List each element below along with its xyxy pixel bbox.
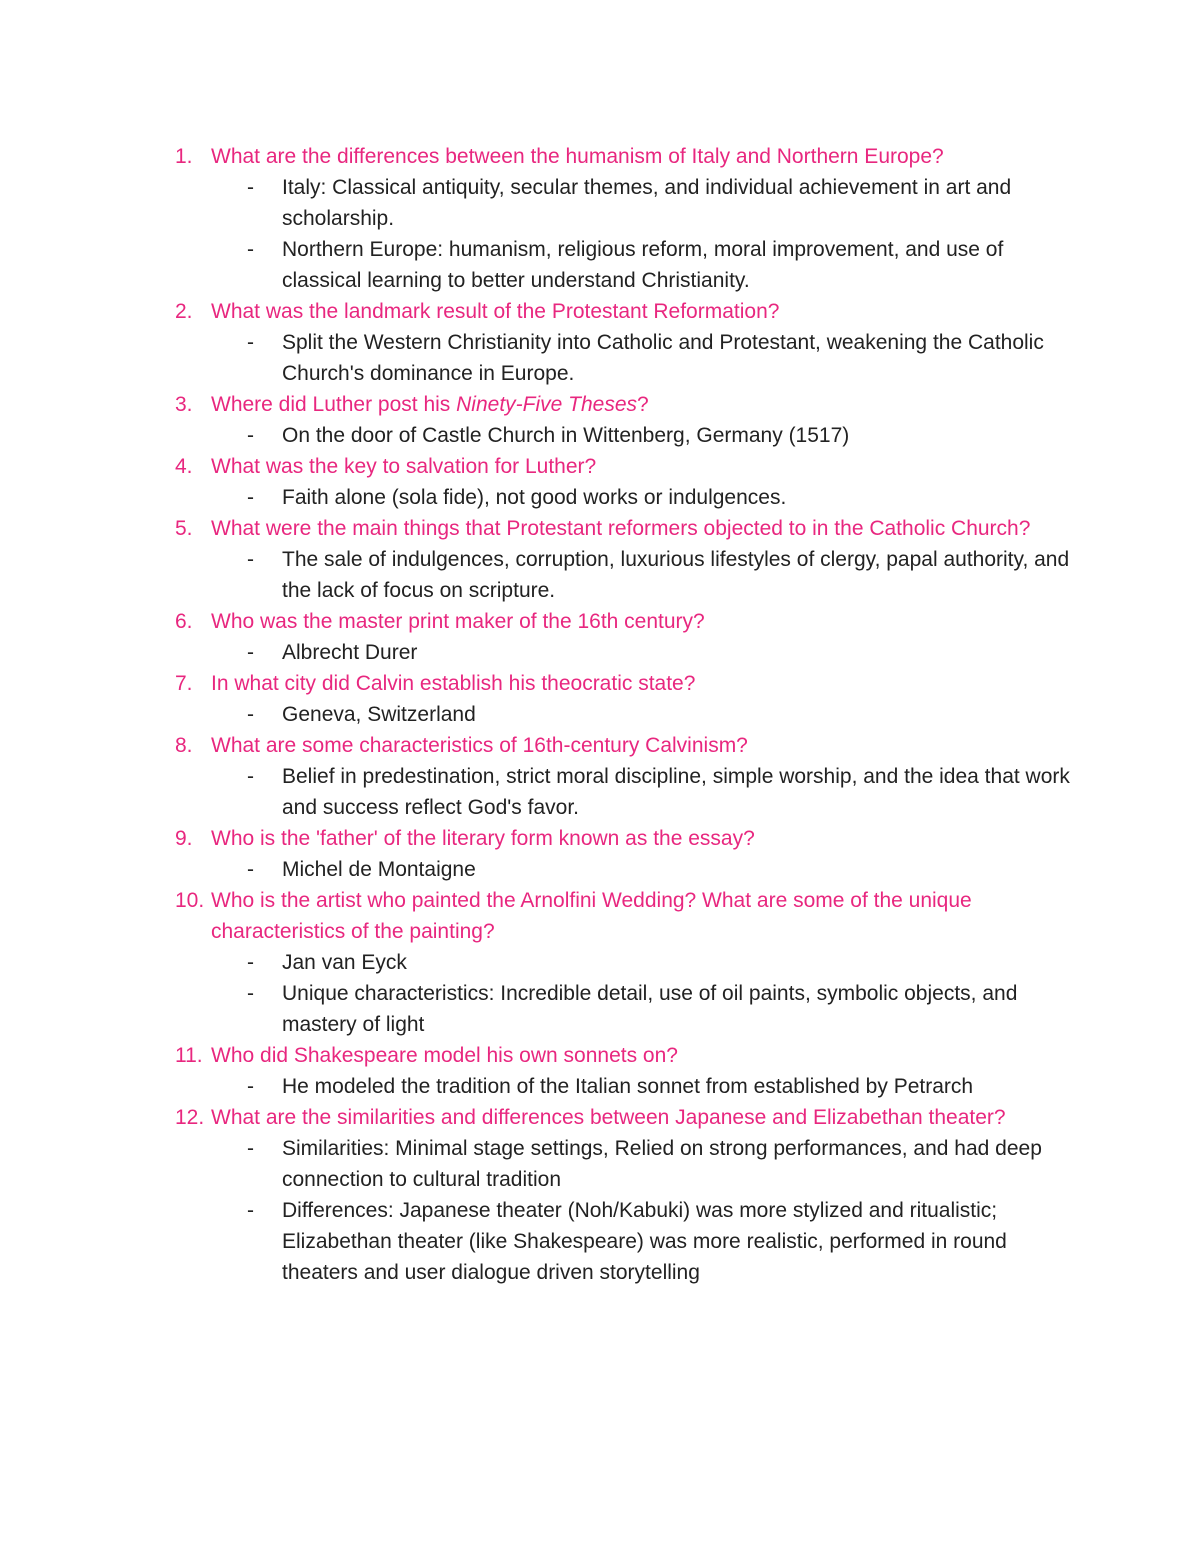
question-body: Who was the master print maker of the 16th century? xyxy=(211,610,705,633)
answer-item xyxy=(175,1071,1075,1102)
answer-list xyxy=(175,544,1075,606)
answer-list xyxy=(175,699,1075,730)
question-text xyxy=(175,141,1075,172)
qa-item xyxy=(175,451,1075,513)
qa-item xyxy=(175,141,1075,296)
question-number: 9. xyxy=(175,827,193,850)
answer-item xyxy=(175,854,1075,885)
qa-item xyxy=(175,885,1075,1040)
dash-bullet-icon: - xyxy=(247,486,254,509)
dash-bullet-icon: - xyxy=(247,703,254,726)
answer-text: Differences: Japanese theater (Noh/Kabuki) was more stylized and ritualistic; Elizabethan theater (like Shakespeare) was more realistic, performed in round theaters and user dialogue driven storytelling xyxy=(282,1199,1007,1284)
answer-list xyxy=(175,947,1075,1040)
dash-bullet-icon: - xyxy=(247,982,254,1005)
answer-item xyxy=(175,1195,1075,1288)
dash-bullet-icon: - xyxy=(247,858,254,881)
answer-text: Similarities: Minimal stage settings, Relied on strong performances, and had deep connection to cultural tradition xyxy=(282,1137,1042,1191)
question-number: 12. xyxy=(175,1106,205,1129)
answer-text: Geneva, Switzerland xyxy=(282,703,476,726)
answer-list xyxy=(175,482,1075,513)
dash-bullet-icon: - xyxy=(247,1199,254,1222)
qa-item xyxy=(175,513,1075,606)
answer-list xyxy=(175,327,1075,389)
question-number: 10. xyxy=(175,889,205,912)
dash-bullet-icon: - xyxy=(247,641,254,664)
answer-item xyxy=(175,234,1075,296)
answer-text: Unique characteristics: Incredible detail, use of oil paints, symbolic objects, and mastery of light xyxy=(282,982,1018,1036)
answer-item xyxy=(175,172,1075,234)
answer-text: Belief in predestination, strict moral discipline, simple worship, and the idea that work and success reflect God's favor. xyxy=(282,765,1070,819)
question-number: 1. xyxy=(175,145,193,168)
answer-item xyxy=(175,1133,1075,1195)
answer-text: The sale of indulgences, corruption, luxurious lifestyles of clergy, papal authority, and the lack of focus on scripture. xyxy=(282,548,1070,602)
question-text xyxy=(175,451,1075,482)
answer-list xyxy=(175,1133,1075,1288)
dash-bullet-icon: - xyxy=(247,424,254,447)
answer-list xyxy=(175,637,1075,668)
answer-item xyxy=(175,761,1075,823)
answer-text: Michel de Montaigne xyxy=(282,858,476,881)
question-number: 7. xyxy=(175,672,193,695)
qa-item xyxy=(175,606,1075,668)
question-number: 8. xyxy=(175,734,193,757)
answer-list xyxy=(175,420,1075,451)
question-text xyxy=(175,1040,1075,1071)
question-body: In what city did Calvin establish his theocratic state? xyxy=(211,672,696,695)
dash-bullet-icon: - xyxy=(247,176,254,199)
qa-item xyxy=(175,389,1075,451)
question-text xyxy=(175,296,1075,327)
qa-item xyxy=(175,730,1075,823)
dash-bullet-icon: - xyxy=(247,238,254,261)
question-body: What were the main things that Protestant reformers objected to in the Catholic Church? xyxy=(211,517,1031,540)
question-number: 3. xyxy=(175,393,193,416)
dash-bullet-icon: - xyxy=(247,1137,254,1160)
question-body: Who is the 'father' of the literary form known as the essay? xyxy=(211,827,755,850)
answer-item xyxy=(175,978,1075,1040)
qa-item xyxy=(175,668,1075,730)
question-body: What are some characteristics of 16th-century Calvinism? xyxy=(211,734,748,757)
dash-bullet-icon: - xyxy=(247,1075,254,1098)
question-body: Who is the artist who painted the Arnolfini Wedding? What are some of the unique characteristics of the painting? xyxy=(211,889,972,943)
question-body: What was the landmark result of the Protestant Reformation? xyxy=(211,300,780,323)
question-text xyxy=(175,513,1075,544)
question-number: 5. xyxy=(175,517,193,540)
question-body: Where did Luther post his xyxy=(211,393,457,416)
question-text xyxy=(175,1102,1075,1133)
answer-item xyxy=(175,699,1075,730)
question-number: 4. xyxy=(175,455,193,478)
qa-item xyxy=(175,823,1075,885)
qa-item xyxy=(175,1102,1075,1288)
answer-item xyxy=(175,327,1075,389)
answer-item xyxy=(175,544,1075,606)
question-body: What are the similarities and differences between Japanese and Elizabethan theater? xyxy=(211,1106,1006,1129)
dash-bullet-icon: - xyxy=(247,765,254,788)
answer-text: Faith alone (sola fide), not good works or indulgences. xyxy=(282,486,787,509)
answer-text: On the door of Castle Church in Wittenberg, Germany (1517) xyxy=(282,424,850,447)
answer-item xyxy=(175,420,1075,451)
answer-text: He modeled the tradition of the Italian sonnet from established by Petrarch xyxy=(282,1075,974,1098)
answer-list xyxy=(175,761,1075,823)
question-text xyxy=(175,823,1075,854)
question-number: 11. xyxy=(175,1044,203,1067)
qa-item xyxy=(175,296,1075,389)
question-number: 2. xyxy=(175,300,193,323)
question-text xyxy=(175,885,1075,947)
question-text xyxy=(175,730,1075,761)
answer-item xyxy=(175,637,1075,668)
qa-item xyxy=(175,1040,1075,1102)
question-italic-title: Ninety-Five Theses xyxy=(456,393,638,416)
dash-bullet-icon: - xyxy=(247,951,254,974)
answer-item xyxy=(175,947,1075,978)
answer-list xyxy=(175,1071,1075,1102)
question-body: What was the key to salvation for Luther? xyxy=(211,455,597,478)
question-text xyxy=(175,606,1075,637)
question-list xyxy=(175,141,1075,1288)
answer-list xyxy=(175,854,1075,885)
dash-bullet-icon: - xyxy=(247,331,254,354)
question-body-end: ? xyxy=(637,393,649,416)
answer-text: Northern Europe: humanism, religious reform, moral improvement, and use of classical learning to better understand Christianity. xyxy=(282,238,1004,292)
answer-text: Albrecht Durer xyxy=(282,641,418,664)
question-text xyxy=(175,389,1075,420)
answer-list xyxy=(175,172,1075,296)
dash-bullet-icon: - xyxy=(247,548,254,571)
question-number: 6. xyxy=(175,610,193,633)
answer-item xyxy=(175,482,1075,513)
question-body: Who did Shakespeare model his own sonnets on? xyxy=(211,1044,678,1067)
answer-text: Italy: Classical antiquity, secular themes, and individual achievement in art and scholarship. xyxy=(282,176,1012,230)
question-body: What are the differences between the humanism of Italy and Northern Europe? xyxy=(211,145,944,168)
answer-text: Split the Western Christianity into Catholic and Protestant, weakening the Catholic Church's dominance in Europe. xyxy=(282,331,1044,385)
answer-text: Jan van Eyck xyxy=(282,951,407,974)
question-text xyxy=(175,668,1075,699)
